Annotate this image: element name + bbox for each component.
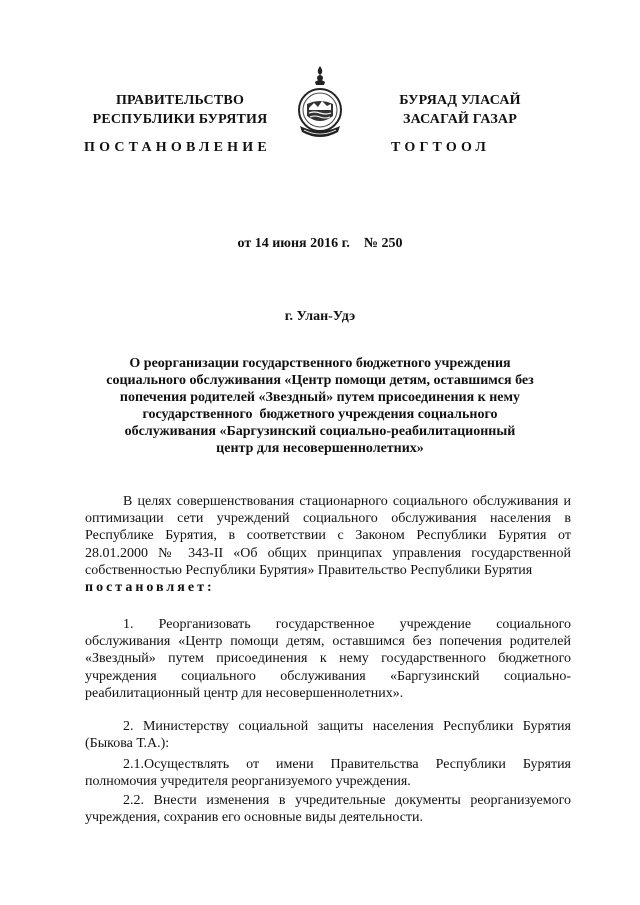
government-name-ru-line1: ПРАВИТЕЛЬСТВО [115,93,245,108]
government-name-ru [80,91,280,129]
government-name-bua-line1: БУРЯАД УЛАСАЙ [399,93,521,108]
clause-2 [85,718,571,752]
government-name-ru-line2: РЕСПУБЛИКИ БУРЯТИЯ [92,112,268,127]
clause-2-2 [85,792,571,826]
document-city: г. Улан-Удэ [284,309,356,324]
clause-2-1 [85,756,571,790]
title-line: государственного бюджетного учреждения социального [142,407,498,422]
decree-keyword: постановляет: [85,580,215,596]
clause-1 [85,616,571,702]
document-type-bua: ТОГТООЛ [391,140,491,155]
document-date-number: от 14 июня 2016 г. № 250 [237,236,403,251]
title-line: центр для несовершеннолетних» [216,441,424,456]
title-line: социального обслуживания «Центр помощи детям, оставшимся без [106,373,534,388]
coat-of-arms-svg [296,64,344,150]
document-title [85,355,555,457]
preamble-paragraph [85,493,571,596]
clause-2-text: 2. Министерству социальной защиты населения Республики Бурятия (Быкова Т.А.): [85,719,571,752]
document-type-ru: ПОСТАНОВЛЕНИЕ [84,140,271,155]
preamble-text: В целях совершенствования стационарного социального обслуживания и оптимизации сети учреждений социального обслуживания населения в Республике Бурятия, в соответствии с Законом Республики Бурятия от 28.01.2000 № 343-II «Об общих принципах управления государственной собственностью Республики Бурятия» Правительство Республики Бурятия [85,494,571,578]
clause-2-1-text: 2.1.Осуществлять от имени Правительства Республики Бурятия полномочия учредителя реорганизуемого учреждения. [85,757,571,790]
clause-1-text: 1. Реорганизовать государственное учреждение социального обслуживания «Центр помощи детям, оставшимся без попечения родителей «Звездный» путем присоединения к нему государственного бюджетного учреждения социального обслуживания «Баргузинский социально-реабилитационный центр для несовершеннолетних». [85,617,571,701]
government-name-bua-line2: ЗАСАГАЙ ГАЗАР [402,112,517,127]
clause-2-2-text: 2.2. Внести изменения в учредительные документы реорганизуемого учреждения, сохранив его основные виды деятельности. [85,793,571,826]
title-line: О реорганизации государственного бюджетного учреждения [129,356,511,371]
title-line: попечения родителей «Звездный» путем присоединения к нему [119,390,521,405]
government-name-bua [360,91,560,129]
title-line: обслуживания «Баргузинский социально-реабилитационный [124,424,516,439]
coat-of-arms-icon [296,64,344,150]
